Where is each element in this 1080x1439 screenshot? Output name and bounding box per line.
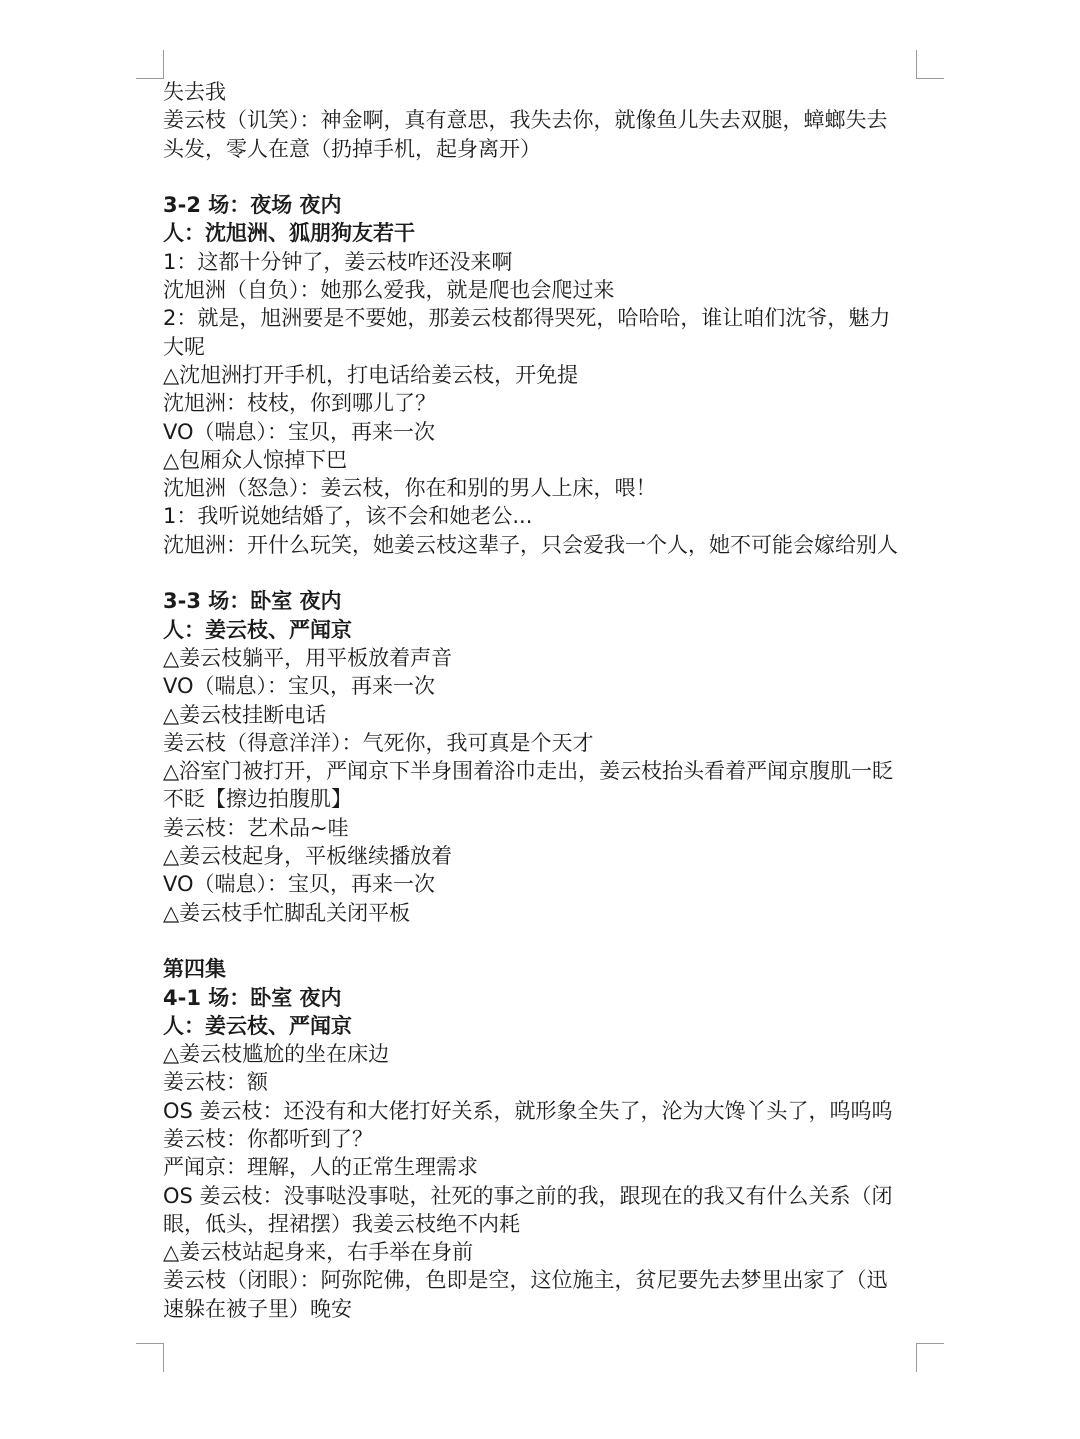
dialogue-line: 沈旭洲：开什么玩笑，她姜云枝这辈子，只会爱我一个人，她不可能会嫁给别人 (163, 532, 898, 557)
dialogue-line: 沈旭洲：枝枝，你到哪儿了？ (163, 391, 436, 416)
dialogue-line: VO（喘息）：宝贝，再来一次 (163, 872, 436, 897)
character-list: 人：姜云枝、严闻京 (163, 1013, 352, 1038)
crop-mark-top-left (136, 50, 164, 79)
action-line: △姜云枝手忙脚乱关闭平板 (163, 900, 411, 925)
dialogue-line: 沈旭洲（自负）：她那么爱我，就是爬也会爬过来 (163, 278, 615, 303)
dialogue-line: 姜云枝（讥笑）：神金啊，真有意思，我失去你，就像鱼儿失去双腿，蟑螂失去 (163, 108, 888, 133)
dialogue-line: 严闻京：理解，人的正常生理需求 (163, 1155, 478, 1180)
dialogue-line: 失去我 (163, 80, 226, 104)
dialogue-line: 姜云枝：艺术品~哇 (163, 815, 349, 840)
dialogue-line: VO（喘息）：宝贝，再来一次 (163, 674, 436, 699)
dialogue-line: 沈旭洲（怒急）：姜云枝，你在和别的男人上床，喂！ (163, 476, 657, 501)
crop-mark-bottom-right (916, 1343, 944, 1372)
dialogue-line: 姜云枝（得意洋洋）：气死你，我可真是个天才 (163, 730, 594, 755)
script-page-body (163, 78, 923, 1323)
dialogue-line: 大呢 (163, 334, 205, 359)
action-line: △姜云枝站起身来，右手举在身前 (163, 1240, 474, 1265)
action-line: △姜云枝起身，平板继续播放着 (163, 844, 453, 869)
dialogue-line: 1：我听说她结婚了，该不会和她老公... (163, 504, 533, 529)
dialogue-line: 头发，零人在意（扔掉手机，起身离开） (163, 136, 541, 161)
scene-heading: 3-3 场：卧室 夜内 (163, 589, 342, 614)
action-line: △姜云枝挂断电话 (163, 702, 327, 727)
scene-heading: 3-2 场：夜场 夜内 (163, 193, 342, 218)
dialogue-line: 姜云枝：你都听到了？ (163, 1126, 373, 1151)
blank-line (163, 927, 923, 955)
dialogue-line: OS 姜云枝：还没有和大佬打好关系，就形象全失了，沦为大馋丫头了，呜呜呜 (163, 1098, 893, 1123)
scene-heading: 4-1 场：卧室 夜内 (163, 985, 342, 1010)
dialogue-line: 姜云枝（闭眼）：阿弥陀佛，色即是空，这位施主，贫尼要先去梦里出家了（迅 (163, 1268, 888, 1293)
dialogue-line: 眼，低头，捏裙摆）我姜云枝绝不内耗 (163, 1211, 520, 1236)
crop-mark-bottom-left (136, 1343, 164, 1372)
blank-line (163, 559, 923, 587)
episode-heading: 第四集 (163, 957, 226, 982)
crop-mark-top-right (916, 50, 944, 79)
dialogue-line: 姜云枝：额 (163, 1070, 268, 1095)
action-line: △姜云枝尴尬的坐在床边 (163, 1042, 390, 1067)
character-list: 人：沈旭洲、狐朋狗友若干 (163, 221, 415, 246)
dialogue-line: 速躲在被子里）晚安 (163, 1296, 352, 1321)
action-line: 不眨【擦边拍腹肌】 (163, 787, 352, 812)
action-line: △姜云枝躺平，用平板放着声音 (163, 645, 453, 670)
dialogue-line: VO（喘息）：宝贝，再来一次 (163, 419, 436, 444)
character-list: 人：姜云枝、严闻京 (163, 617, 352, 642)
blank-line (163, 163, 923, 191)
action-line: △浴室门被打开，严闻京下半身围着浴巾走出，姜云枝抬头看着严闻京腹肌一眨 (163, 759, 894, 784)
dialogue-line: OS 姜云枝：没事哒没事哒，社死的事之前的我，跟现在的我又有什么关系（闭 (163, 1183, 893, 1208)
dialogue-line: 2：就是，旭洲要是不要她，那姜云枝都得哭死，哈哈哈，谁让咱们沈爷，魅力 (163, 306, 891, 331)
dialogue-line: 1：这都十分钟了，姜云枝咋还没来啊 (163, 249, 513, 274)
action-line: △包厢众人惊掉下巴 (163, 447, 348, 472)
action-line: △沈旭洲打开手机，打电话给姜云枝，开免提 (163, 362, 579, 387)
